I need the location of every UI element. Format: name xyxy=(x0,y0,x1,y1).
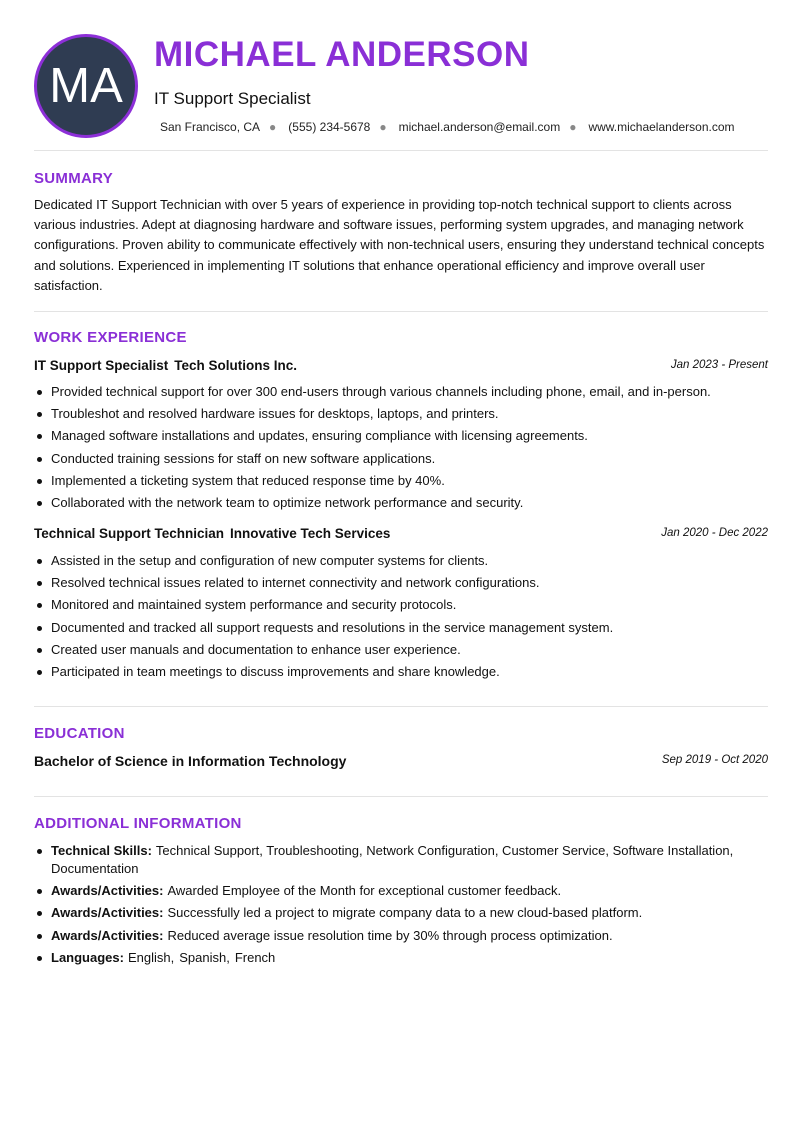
item-text: Awarded Employee of the Month for exceptional customer feedback. xyxy=(167,883,562,899)
job-dates: Jan 2023 - Present xyxy=(670,359,768,371)
list-item: Participated in team meetings to discuss improvements and share knowledge. xyxy=(34,663,768,685)
list-item xyxy=(34,904,768,922)
contact-line xyxy=(160,120,735,134)
divider xyxy=(34,150,768,151)
job-bullets xyxy=(34,552,768,685)
job-header xyxy=(34,358,768,376)
education-heading: EDUCATION xyxy=(34,725,125,742)
avatar-initials: MA xyxy=(34,34,138,138)
list-item: Monitored and maintained system performance and security protocols. xyxy=(34,596,768,618)
item-text: Reduced average issue resolution time by 30% through process optimization. xyxy=(167,927,613,943)
contact-location: San Francisco, CA xyxy=(160,120,261,134)
experience-heading: WORK EXPERIENCE xyxy=(34,329,187,346)
candidate-name: MICHAEL ANDERSON xyxy=(154,35,530,74)
list-item: Implemented a ticketing system that reduced response time by 40%. xyxy=(34,472,768,494)
additional-list xyxy=(34,842,768,971)
list-item xyxy=(34,927,768,945)
list-item: Troubleshot and resolved hardware issues for desktops, laptops, and printers. xyxy=(34,405,768,427)
list-item: Assisted in the setup and configuration of new computer systems for clients. xyxy=(34,552,768,574)
education-dates: Sep 2019 - Oct 2020 xyxy=(661,754,768,766)
divider xyxy=(34,706,768,707)
education-entry xyxy=(34,753,768,771)
job-role: IT Support Specialist xyxy=(34,358,169,373)
list-item xyxy=(34,882,768,900)
job-role: Technical Support Technician xyxy=(34,526,225,541)
divider xyxy=(34,311,768,312)
language: English, xyxy=(127,949,175,965)
job-company: Innovative Tech Services xyxy=(230,526,391,541)
job-bullets xyxy=(34,383,768,516)
separator-dot-icon: ● xyxy=(269,120,277,134)
list-item xyxy=(34,842,768,878)
item-label: Awards/Activities: xyxy=(51,883,164,899)
list-item: Resolved technical issues related to internet connectivity and network configurations. xyxy=(34,574,768,596)
list-item: Conducted training sessions for staff on new software applications. xyxy=(34,450,768,472)
job-company: Tech Solutions Inc. xyxy=(174,358,298,373)
list-item: Collaborated with the network team to optimize network performance and security. xyxy=(34,494,768,516)
languages-item xyxy=(34,949,768,967)
divider xyxy=(34,796,768,797)
separator-dot-icon: ● xyxy=(569,120,577,134)
summary-heading: SUMMARY xyxy=(34,170,114,187)
separator-dot-icon: ● xyxy=(379,120,387,134)
resume-header xyxy=(34,33,768,143)
list-item: Managed software installations and updates, ensuring compliance with licensing agreements. xyxy=(34,427,768,449)
item-label: Awards/Activities: xyxy=(51,927,164,943)
item-label: Technical Skills: xyxy=(51,843,152,858)
language: French xyxy=(234,949,276,965)
item-text: Technical Support, Troubleshooting, Network Configuration, Customer Service, Software Installation, Documentation xyxy=(51,843,734,876)
contact-website[interactable]: www.michaelanderson.com xyxy=(588,120,735,134)
contact-phone[interactable]: (555) 234-5678 xyxy=(288,120,371,134)
list-item: Documented and tracked all support requests and resolutions in the service management system. xyxy=(34,619,768,641)
list-item: Created user manuals and documentation to enhance user experience. xyxy=(34,641,768,663)
education-degree: Bachelor of Science in Information Technology xyxy=(34,753,347,769)
list-item: Provided technical support for over 300 end-users through various channels including phone, email, and in-person. xyxy=(34,383,768,405)
item-label: Awards/Activities: xyxy=(51,905,164,921)
candidate-title: IT Support Specialist xyxy=(154,89,311,108)
contact-email[interactable]: michael.anderson@email.com xyxy=(398,120,561,134)
additional-heading: ADDITIONAL INFORMATION xyxy=(34,815,242,832)
summary-text: Dedicated IT Support Technician with over 5 years of experience in providing top-notch technical support to clients across various industries. Adept at diagnosing hardware and software issues, performing system upgrades, and managing network configurations. Proven ability to communicate effectively with non-technical users, ensuring they understand technical concepts and solutions. Experienced in implementing IT solutions that enhance operational efficiency and improve overall user satisfaction. xyxy=(34,197,765,293)
job-header xyxy=(34,526,768,544)
job-dates: Jan 2020 - Dec 2022 xyxy=(661,527,768,539)
language: Spanish, xyxy=(179,949,230,965)
item-text: Successfully led a project to migrate company data to a new cloud-based platform. xyxy=(167,905,643,921)
item-label: Languages: xyxy=(51,949,124,965)
